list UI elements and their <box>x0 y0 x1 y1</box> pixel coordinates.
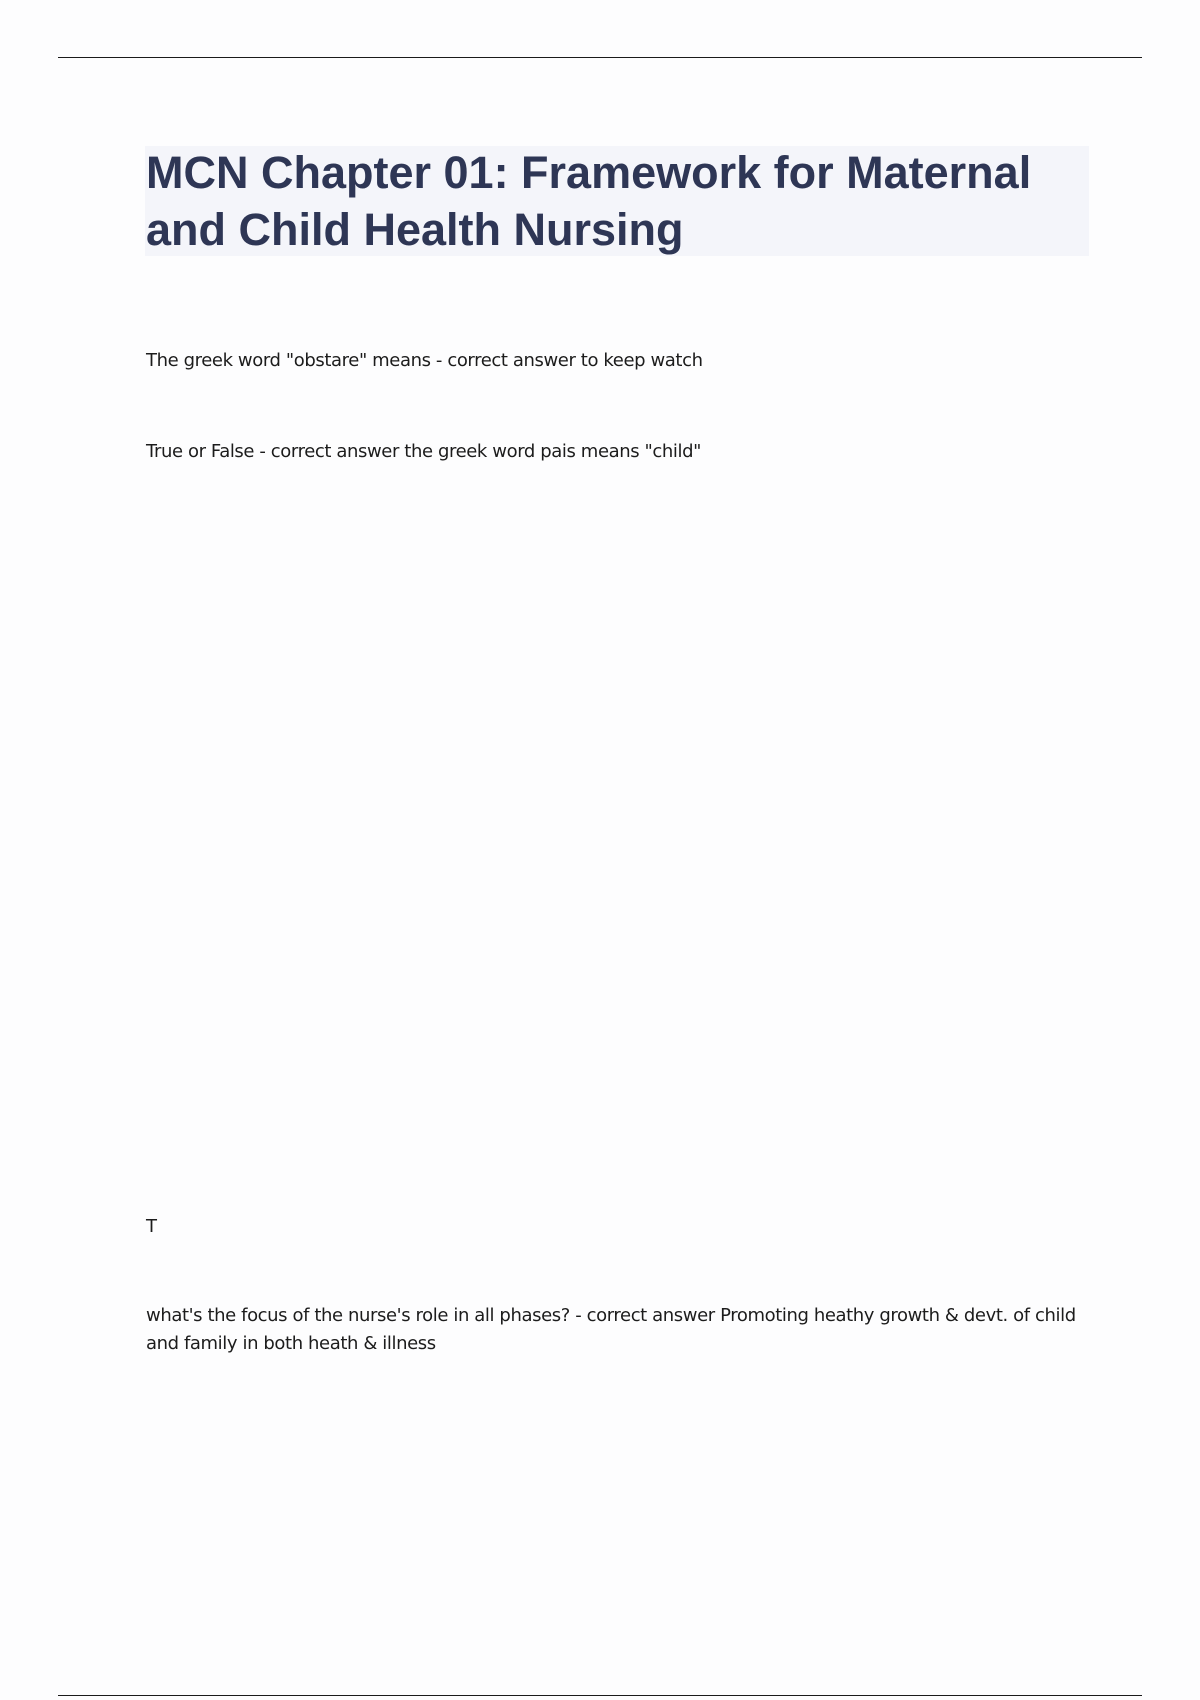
footer-rule <box>58 1695 1142 1696</box>
qa-entry: T <box>146 1216 157 1237</box>
qa-entry: The greek word "obstare" means - correct answer to keep watch <box>146 350 703 371</box>
qa-entry: True or False - correct answer the greek word pais means "child" <box>146 441 702 462</box>
header-rule <box>58 57 1142 58</box>
qa-entry: what's the focus of the nurse's role in all phases? - correct answer Promoting heathy growth & devt. of child and family in both heath & illness <box>146 1305 1076 1354</box>
document-title: MCN Chapter 01: Framework for Maternal and Child Health Nursing <box>146 147 1032 255</box>
